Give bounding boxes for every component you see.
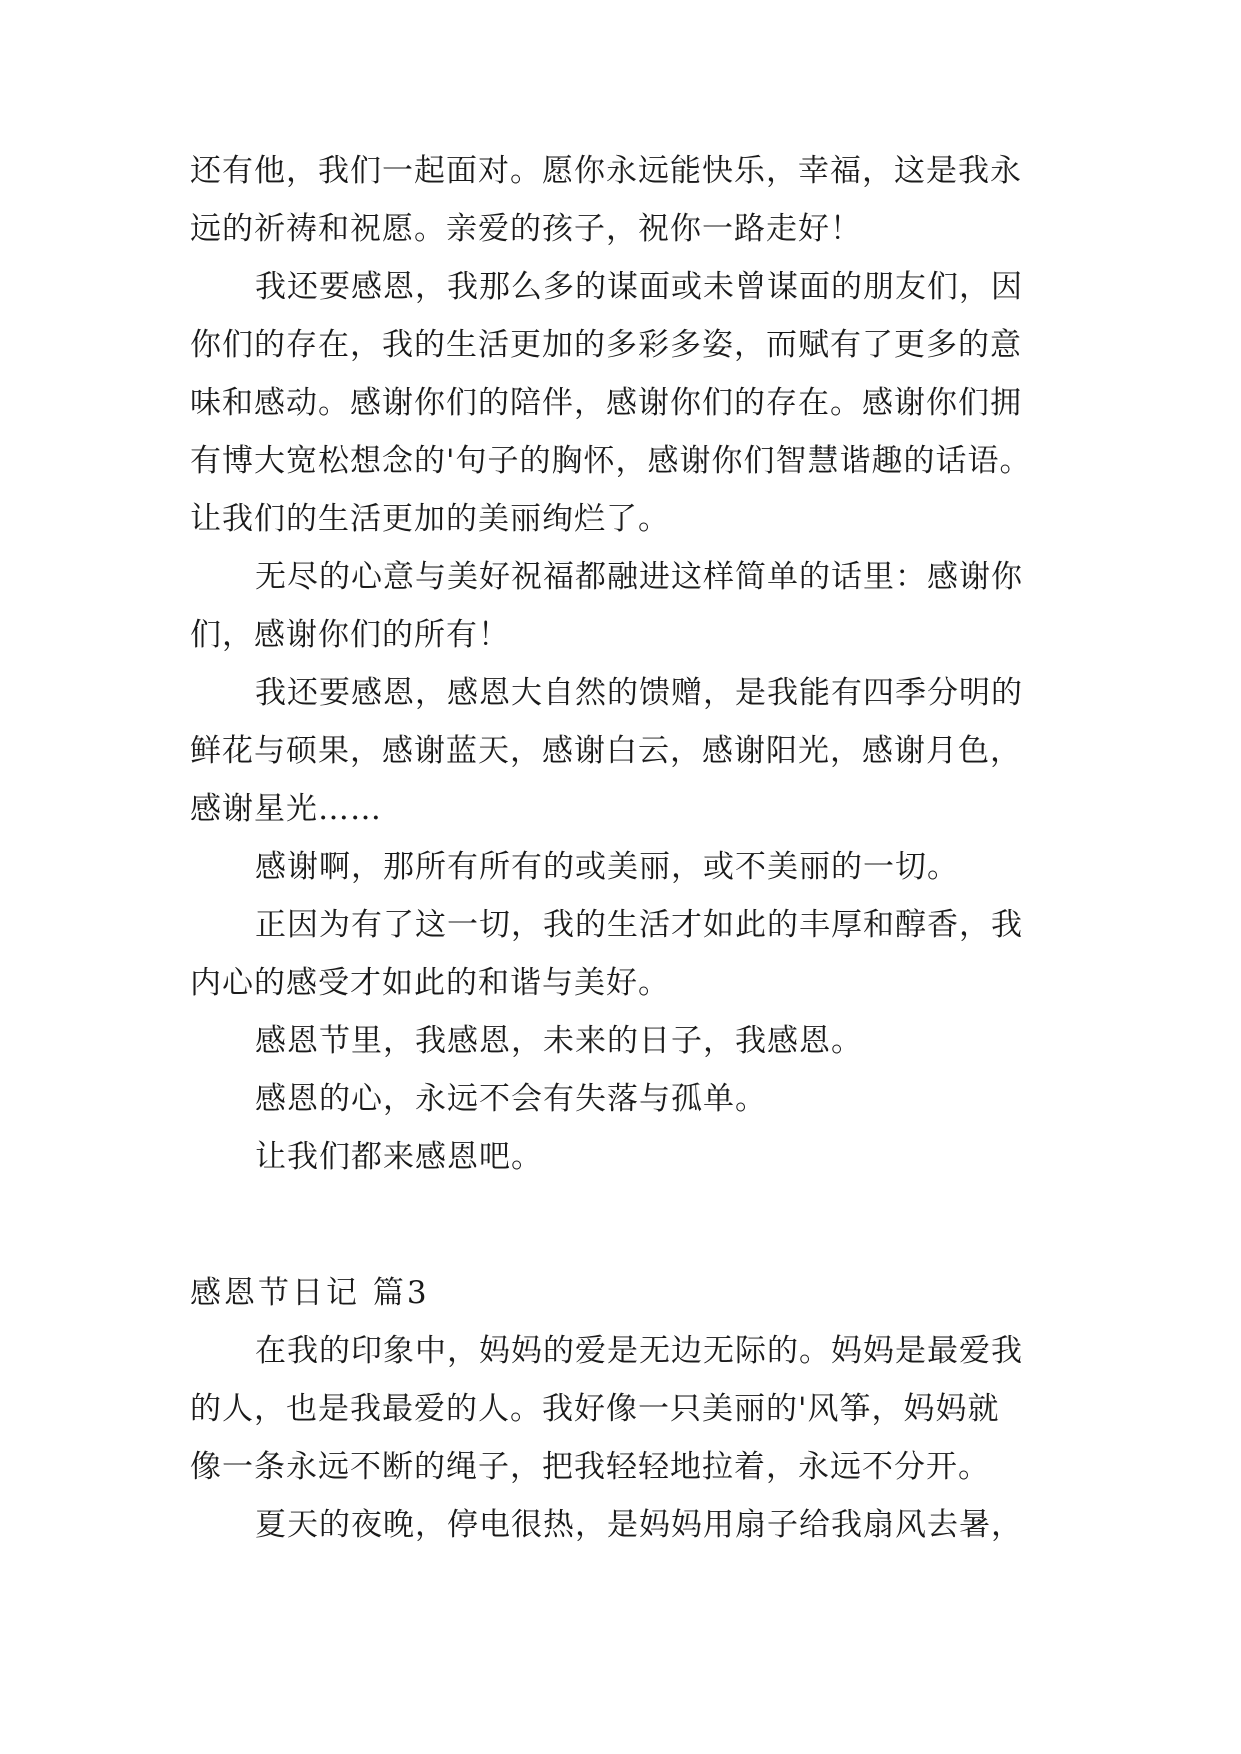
text-line: 有博大宽松想念的'句子的胸怀，感谢你们智慧谐趣的话语。 [190,443,1032,479]
paragraph-start-line: 正因为有了这一切，我的生活才如此的丰厚和醇香，我 [255,907,1023,943]
text-line: 像一条永远不断的绳子，把我轻轻地拉着，永远不分开。 [190,1449,990,1485]
paragraph-start-line: 我还要感恩，我那么多的谋面或未曾谋面的朋友们，因 [255,269,1023,305]
text-line: 鲜花与硕果，感谢蓝天，感谢白云，感谢阳光，感谢月色， [190,733,1022,769]
text-line: 感谢星光…… [190,791,382,827]
paragraph-start-line: 感恩节里，我感恩，未来的日子，我感恩。 [255,1023,863,1059]
text-line: 内心的感受才如此的和谐与美好。 [190,965,670,1001]
paragraph-start-line: 感恩的心，永远不会有失落与孤单。 [255,1081,767,1117]
paragraph-start-line: 在我的印象中，妈妈的爱是无边无际的。妈妈是最爱我 [255,1333,1023,1369]
text-line: 让我们的生活更加的美丽绚烂了。 [190,501,670,537]
paragraph-start-line: 让我们都来感恩吧。 [255,1139,543,1175]
section-heading [190,1264,1070,1322]
section-1 [190,142,1070,1186]
text-line: 还有他，我们一起面对。愿你永远能快乐，幸福，这是我永 [190,153,1022,189]
text-line: 远的祈祷和祝愿。亲爱的孩子，祝你一路走好！ [190,211,862,247]
paragraph-start-line: 我还要感恩，感恩大自然的馈赠，是我能有四季分明的 [255,675,1023,711]
text-line: 们，感谢你们的所有！ [190,617,510,653]
text-line: 你们的存在，我的生活更加的多彩多姿，而赋有了更多的意 [190,327,1022,363]
section-2 [190,1322,1070,1554]
paragraph-start-line: 夏天的夜晚，停电很热，是妈妈用扇子给我扇风去暑， [255,1507,1023,1543]
paragraph-start-line: 感谢啊，那所有所有的或美丽，或不美丽的一切。 [255,849,959,885]
paragraph-start-line: 无尽的心意与美好祝福都融进这样简单的话里：感谢你 [255,559,1023,595]
text-line: 味和感动。感谢你们的陪伴，感谢你们的存在。感谢你们拥 [190,385,1022,421]
text-line: 的人，也是我最爱的人。我好像一只美丽的'风筝，妈妈就 [190,1391,1000,1427]
heading-text: 感恩节日记 篇3 [190,1275,430,1311]
